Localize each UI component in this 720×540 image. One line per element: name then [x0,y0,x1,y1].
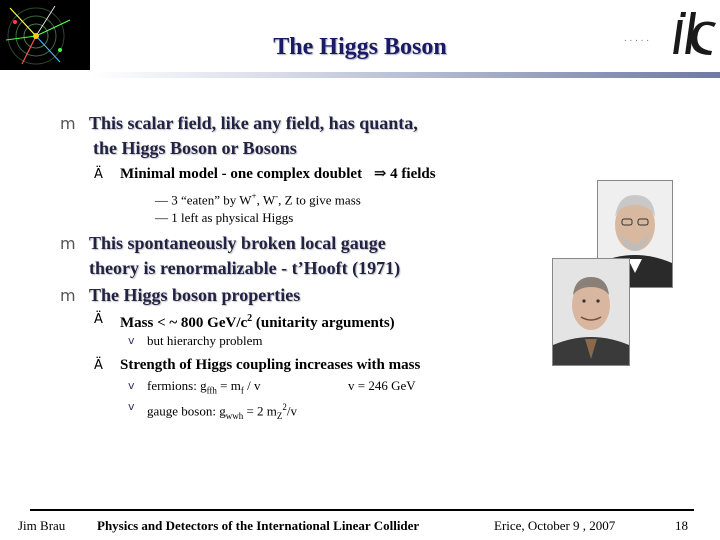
footer-course: Physics and Detectors of the International Linear Collider [97,518,420,533]
fermion-coupling-sub: ffh [206,385,217,396]
dash-1-end: , Z to give mass [278,192,361,208]
bullet-1-line-2: the Higgs Boson or Bosons [93,138,297,158]
mass-limit-end: (unitarity arguments) [252,315,395,331]
mass-limit-sup: 2 [247,313,253,324]
dash-1-sup-minus: - [275,191,279,201]
bullet-1-sub-1-text: Minimal model - one complex doublet [120,166,363,182]
gauge-boson-coupling [147,397,297,426]
page-title: The Higgs Boson [273,34,447,60]
dash-1-mid: , W [256,192,276,208]
footer-rule [30,509,694,511]
bullet-1-sub-1-end: 4 fields [390,166,436,182]
logo-dots: . . . . . [624,33,650,44]
level3-bullet-icon: v [128,334,135,347]
title-underline-bar [90,72,720,78]
level2-bullet-icon: Ä [94,167,103,182]
gauge-coupling-sub: wwh [225,410,244,421]
fermion-coupling-c: / v [243,378,261,393]
gauge-coupling-a: gauge boson: g [147,403,226,419]
bullet-2-line-1: This spontaneously broken local gauge [89,233,386,253]
level1-bullet-icon: m [60,234,76,253]
gauge-coupling-c: /v [286,403,298,419]
fermion-coupling-sub2: f [240,385,244,396]
level1-bullet-icon: m [60,114,76,133]
level1-bullet-icon: m [60,286,76,305]
dash-1-sup-plus: + [251,191,257,201]
bullet-3-sub-1 [120,309,395,333]
mass-limit-text: Mass < ~ 800 GeV/c [120,315,248,331]
vev-value: v = 246 GeV [348,378,416,393]
bullet-1-sub-1 [120,164,436,184]
bullet-2-line-2: theory is renormalizable - t’Hooft (1971) [89,258,401,278]
portrait-photo-2 [552,258,630,366]
footer-page-number: 18 [675,518,688,533]
fermion-coupling-b: = m [216,378,241,393]
bullet-1-line-1: This scalar field, like any field, has quanta, [89,113,418,133]
gauge-coupling-b: = 2 m [243,403,277,419]
footer-author: Jim Brau [18,518,66,533]
fermion-coupling-a: fermions: g [147,378,207,393]
bullet-3-line-1: The Higgs boson properties [89,285,301,305]
gauge-coupling-sup: 2 [282,402,287,412]
level3-bullet-icon: v [128,379,135,392]
bullet-3-sub-1-item-1: but hierarchy problem [147,333,263,348]
footer-date: Erice, October 9 , 2007 [494,518,616,533]
level2-bullet-icon: Ä [94,358,103,373]
dash-1-text: — 3 “eaten” by W [155,192,252,208]
bullet-3-sub-2: Strength of Higgs coupling increases with mass [120,357,421,373]
gauge-coupling-sub2: Z [276,410,283,421]
implies-arrow-icon: ⇒ [373,166,387,182]
level2-bullet-icon: Ä [94,312,103,327]
level3-bullet-icon: v [128,400,135,413]
bullet-1-dash-2: — 1 left as physical Higgs [155,210,294,225]
